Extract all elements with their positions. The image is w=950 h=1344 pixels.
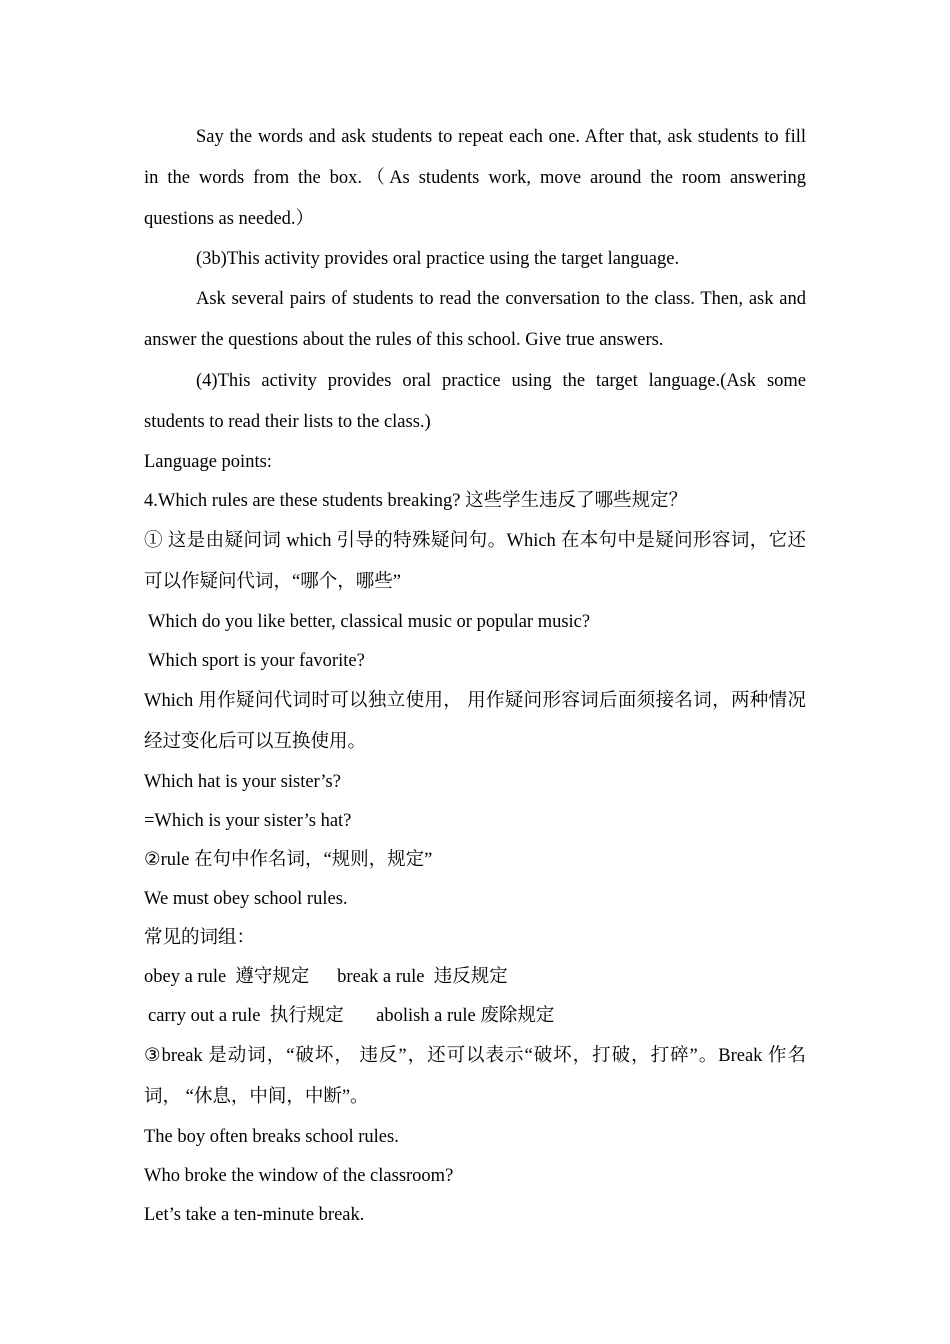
- document-body: [144, 117, 806, 1235]
- example-sentence: The boy often breaks school rules.: [144, 1127, 399, 1147]
- example-sentence: We must obey school rules.: [144, 889, 348, 909]
- phrase-line: obey a rule 遵守规定 break a rule 违反规定: [144, 967, 508, 987]
- phrases-heading: 常见的词组：: [144, 928, 256, 948]
- example-sentence: Who broke the window of the classroom?: [144, 1166, 454, 1186]
- point-4-question: 4.Which rules are these students breaking? 这些学生违反了哪些规定？: [144, 491, 688, 511]
- example-sentence: =Which is your sister’s hat?: [144, 811, 352, 831]
- phrase-line: carry out a rule 执行规定 abolish a rule 废除规定: [148, 1006, 555, 1026]
- example-sentence: Which do you like better, classical music or popular music?: [148, 612, 591, 632]
- note-rule: ②rule 在句中作名词，“规则，规定”: [144, 850, 433, 870]
- example-sentence: Which sport is your favorite?: [148, 651, 365, 671]
- heading-language-points: Language points:: [144, 452, 272, 472]
- note-which-usage: Which 用作疑问代词时可以独立使用， 用作疑问形容词后面须接名词，两种情况经过变化后可以互换使用。: [144, 691, 806, 752]
- example-sentence: Which hat is your sister’s?: [144, 772, 341, 792]
- paragraph-3b: (3b)This activity provides oral practice using the target language.: [196, 249, 680, 269]
- example-sentence: Let’s take a ten-minute break.: [144, 1205, 365, 1225]
- paragraph-instructions: Say the words and ask students to repeat each one. After that, ask students to fill in the words from the box.（As students work, move around the room answering questions as needed.）: [144, 127, 806, 229]
- note-break: ③break 是动词，“破坏， 违反”，还可以表示“破坏，打破，打碎”。Break 作名词， “休息，中间，中断”。: [144, 1046, 806, 1107]
- paragraph-pairs: Ask several pairs of students to read the conversation to the class. Then, ask and answer the questions about the rules of this school. Give true answers.: [144, 289, 806, 350]
- paragraph-4: (4)This activity provides oral practice using the target language.(Ask some students to read their lists to the class.): [144, 371, 806, 432]
- note-which: ① 这是由疑问词 which 引导的特殊疑问句。Which 在本句中是疑问形容词，它还可以作疑问代词，“哪个，哪些”: [144, 531, 806, 592]
